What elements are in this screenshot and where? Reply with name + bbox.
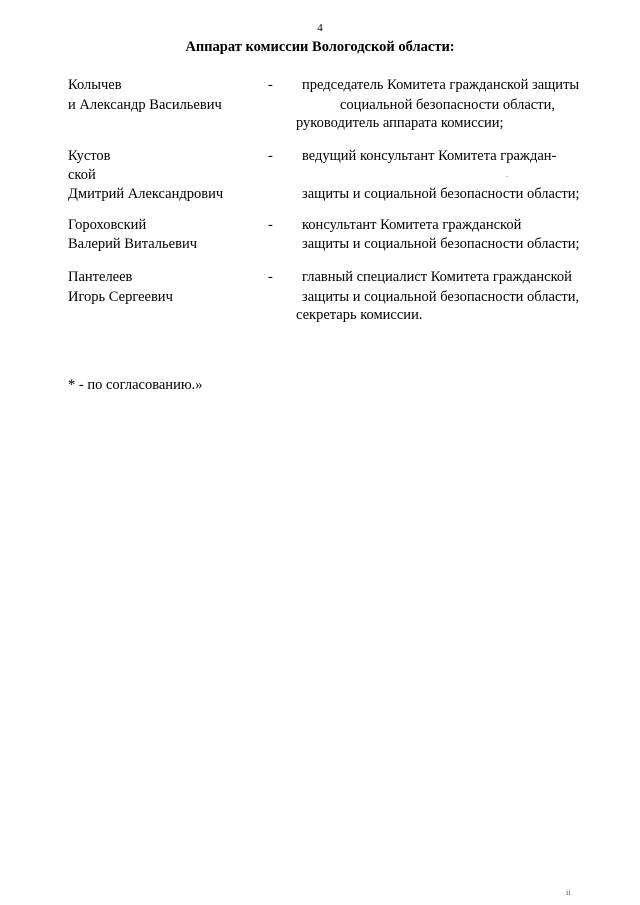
section-title: Аппарат комиссии Вологодской области: (185, 39, 455, 55)
member-name-line: ской (68, 167, 96, 183)
stray-dot-mark: . (506, 170, 508, 179)
member-dash: - (268, 77, 273, 93)
member-name-line: Игорь Сергеевич (68, 289, 173, 305)
member-role-line: секретарь комиссии. (296, 307, 423, 323)
page-number: 4 (317, 22, 323, 34)
member-name-line: Дмитрий Александрович (68, 186, 224, 202)
member-role-line: защиты и социальной безопасности области; (302, 236, 580, 252)
member-dash: - (268, 148, 273, 164)
member-name-line: Гороховский (68, 217, 147, 233)
member-role-line: главный специалист Комитета гражданской (302, 269, 572, 285)
member-name-line: Пантелеев (68, 269, 133, 285)
member-dash: - (268, 217, 273, 233)
member-dash: - (268, 269, 273, 285)
member-role-line: защиты и социальной безопасности области; (302, 186, 580, 202)
member-role-line: консультант Комитета гражданской (302, 217, 522, 233)
member-role-line: социальной безопасности области, (340, 97, 555, 113)
member-role-line: председатель Комитета гражданской защиты (302, 77, 580, 93)
member-name-line: и Александр Васильевич (68, 97, 222, 113)
member-role-line: защиты и социальной безопасности области, (302, 289, 580, 305)
footnote: * - по согласованию.» (68, 377, 203, 393)
member-name-line: Колычев (68, 77, 122, 93)
member-name-line: Валерий Витальевич (68, 236, 197, 252)
member-role-line: ведущий консультант Комитета граждан- (302, 148, 557, 164)
member-role-line: руководитель аппарата комиссии; (296, 115, 504, 131)
corner-mark: ii (566, 888, 571, 897)
member-name-line: Кустов (68, 148, 111, 164)
